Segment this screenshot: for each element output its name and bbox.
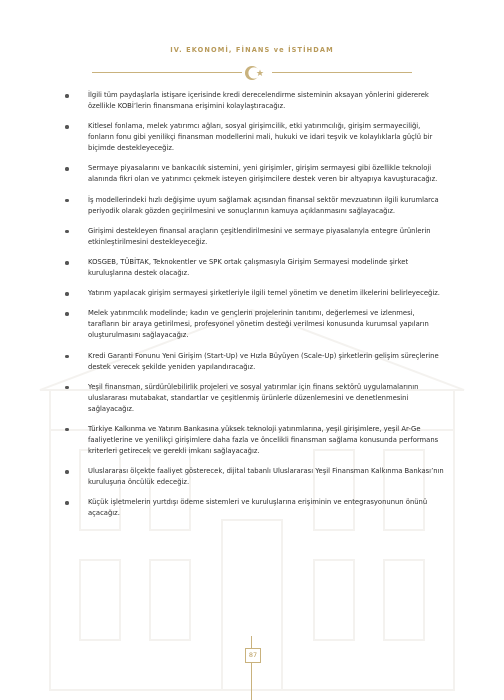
page-number-line-top [251,636,252,648]
list-item: Girişimi destekleyen finansal araçların çeşitlendirilmesini ve sermaye piyasalarıyla entegre ürünlerin etkinleştirilmesini destekleyeceğiz. [62,226,448,248]
crescent-star-icon [243,63,265,83]
list-item: Küçük işletmelerin yurtdışı ödeme sistemleri ve kuruluşlarına erişiminin ve entegrasyonunun önünü açacağız. [62,497,448,519]
list-item: Türkiye Kalkınma ve Yatırım Bankasına yüksek teknoloji yatırımlarına, yeşil girişimlere, yeşil Ar-Ge faaliyetlerine ve yenilikçi girişimlere daha fazla ve öncelikli finansman sağlama konusunda performans kriterleri getirecek ve gerekli imkanı sağlayacağız. [62,424,448,457]
list-item: KOSGEB, TÜBİTAK, Teknokentler ve SPK ortak çalışmasıyla Girişim Sermayesi modelinde şirket kuruluşlarına destek olacağız. [62,257,448,279]
section-title: IV. EKONOMİ, FİNANS ve İSTİHDAM [170,46,334,54]
list-item: Sermaye piyasalarını ve bankacılık sistemini, yeni girişimler, girişim sermayesi gibi özellikle teknoloji alanında fikri olan ve yatırımcı çekmek isteyen girişimcilere destek veren bir altyapıya kavuşturacağız. [62,163,448,185]
list-item: Melek yatırımcılık modelinde; kadın ve gençlerin projelerinin tanıtımı, değerlemesi ve izlenmesi, tarafların bir araya getirilmesi, profesyonel yönetim desteği verilmesi konusunda kurumsal yapıların oluşturulmasını sağlayacağız. [62,308,448,341]
list-item: Uluslararası ölçekte faaliyet gösterecek, dijital tabanlı Uluslararası Yeşil Finansman Kalkınma Bankası’nın kuruluşuna öncülük edeceğiz. [62,466,448,488]
page-number: 87 [245,648,261,663]
bullet-list-section [62,90,448,528]
list-item: İlgili tüm paydaşlarla istişare içerisinde kredi derecelendirme sisteminin aksayan yönlerini gidererek özellikle KOBİ’lerin finansmana erişimini kolaylaştıracağız. [62,90,448,112]
list-item: Kredi Garanti Fonunu Yeni Girişim (Start-Up) ve Hızla Büyüyen (Scale-Up) şirketlerin gelişim süreçlerine destek verecek şekilde yeniden yapılandıracağız. [62,351,448,373]
list-item: Kitlesel fonlama, melek yatırımcı ağları, sosyal girişimcilik, etki yatırımcılığı, girişim sermayeciliği, fonların fonu gibi yenilikçi finansman modellerini mali, hukuki ve idari teşvik ve kolaylıklarla güçlü bir biçimde destekleyeceğiz. [62,121,448,154]
page-number-line-bottom [251,663,252,700]
header-rule-left [92,72,242,73]
list-item: İş modellerindeki hızlı değişime uyum sağlamak açısından finansal sektör mevzuatının ilgili kurumlarca periyodik olarak gözden geçirilmesini ve sonuçlarının kamuya açıklanmasını sağlayacağız. [62,195,448,217]
bullet-list [62,90,448,519]
list-item: Yeşil finansman, sürdürülebilirlik projeleri ve sosyal yatırımlar için finans sektörü uygulamalarının uluslararası mutabakat, standartlar ve çeşitlenmiş ürünlerle düzenlemesini ve denetlenmesini sağlayacağız. [62,382,448,415]
header-rule-right [272,72,412,73]
list-item: Yatırım yapılacak girişim sermayesi şirketleriyle ilgili temel yönetim ve denetim ilkelerini belirleyeceğiz. [62,288,448,299]
